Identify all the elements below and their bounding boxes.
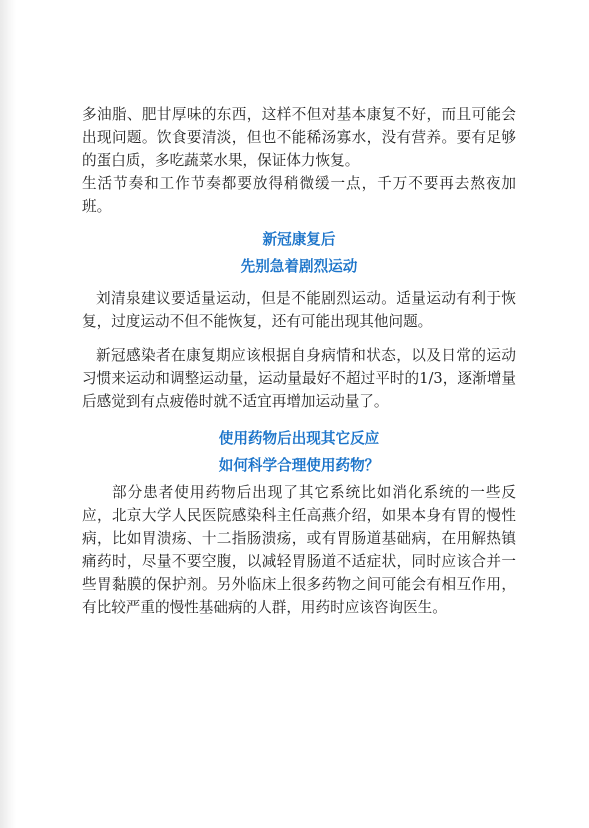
section-heading-recovery: 新冠康复后 [262, 231, 336, 248]
lifestyle-advice-paragraph: 生活节奏和工作节奏都要放得稍微缓一点，千万不要再去熬夜加班。 [82, 175, 516, 215]
article-page [82, 103, 516, 619]
page-edge-shadow [0, 0, 16, 828]
moderate-exercise-paragraph: 刘清泉建议要适量运动，但是不能剧烈运动。适量运动有利于恢复，过度运动不但不能恢复，还有可能出现其他问题。 [82, 290, 516, 330]
section-heading-drug-reactions: 使用药物后出现其它反应 [218, 430, 380, 447]
section-subheading-drug-use: 如何科学合理使用药物？ [218, 457, 380, 474]
exercise-amount-paragraph: 新冠感染者在康复期应该根据自身病情和状态，以及日常的运动习惯来运动和调整运动量，运动量最好不超过平时的1/3，逐渐增量后感觉到有点疲倦时就不适宜再增加运动量了。 [82, 347, 516, 410]
diet-advice-paragraph: 多油脂、肥甘厚味的东西，这样不但对基本康复不好，而且可能会出现问题。饮食要清淡，但也不能稀汤寡水，没有营养。要有足够的蛋白质，多吃蔬菜水果，保证体力恢复。 [82, 106, 516, 169]
medication-advice-paragraph: 部分患者使用药物后出现了其它系统比如消化系统的一些反应，北京大学人民医院感染科主任高燕介绍，如果本身有胃的慢性病，比如胃溃疡、十二指肠溃疡，或有胃肠道基础病，在用解热镇痛药时，尽量不要空腹，以减轻胃肠道不适症状，同时应该合并一些胃黏膜的保护剂。另外临床上很多药物之间可能会有相互作用，有比较严重的慢性基础病的人群，用药时应该咨询医生。 [82, 484, 516, 616]
section-subheading-exercise: 先别急着剧烈运动 [240, 258, 358, 275]
